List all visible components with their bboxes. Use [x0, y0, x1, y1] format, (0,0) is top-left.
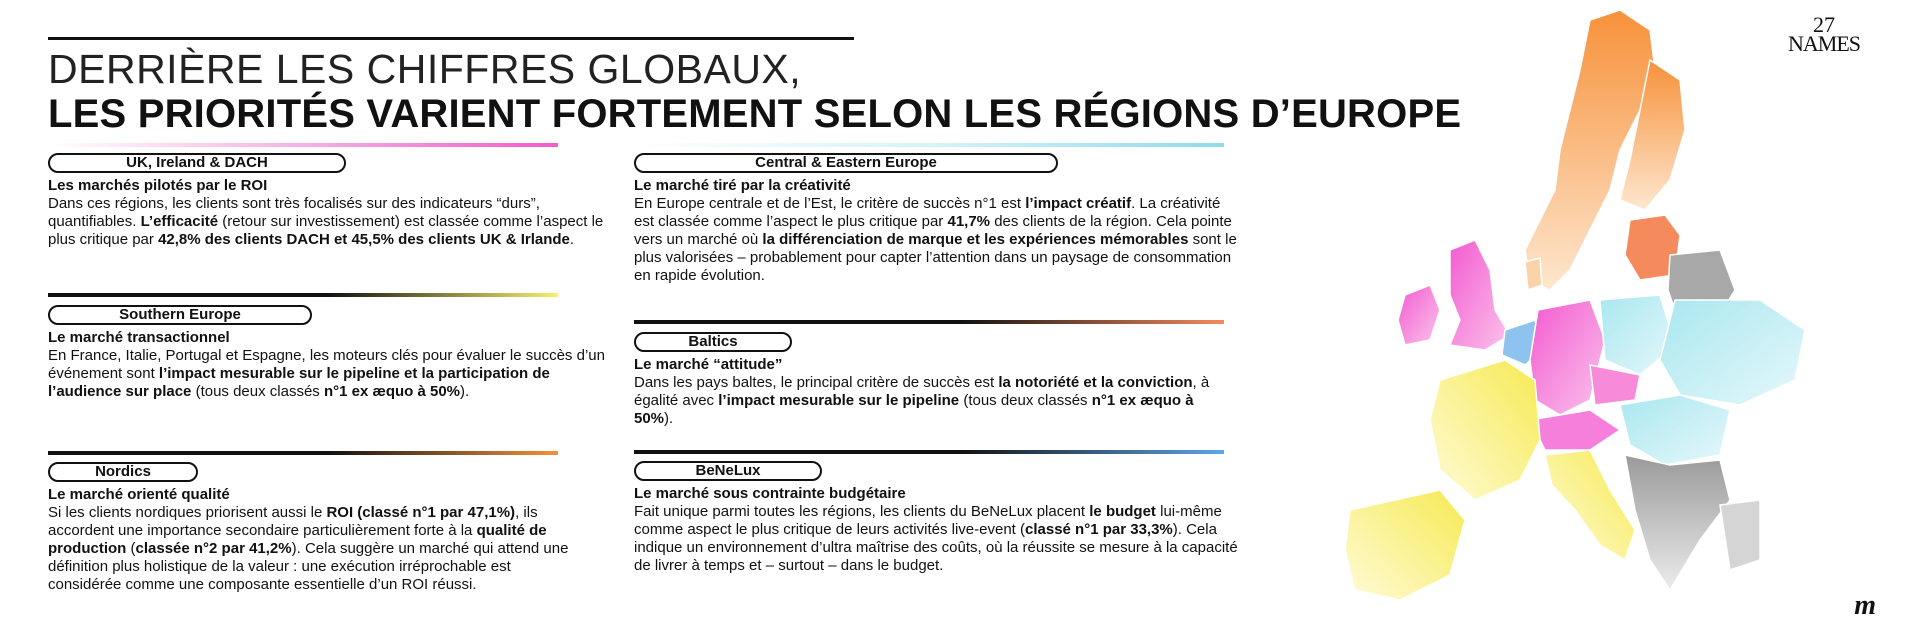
map-region-uk — [1450, 240, 1510, 350]
card-central-eastern-europe — [634, 153, 1244, 285]
card-uk-dach — [48, 153, 608, 249]
region-pill: Central & Eastern Europe — [634, 153, 1058, 173]
region-body: En Europe centrale et de l’Est, le critère de succès n°1 est l’impact créatif. La créativité est classée comme l’aspect le plus critique par 41,7% des clients de la région. Cela pointe vers un marché où la différenciation de marque et les expériences mémorables sont le plus valorisées – probablement pour capter l’attention dans un paysage de consommation en rapide évolution. — [634, 195, 1237, 284]
region-body: Dans les pays baltes, le principal critère de succès est la notoriété et la conviction, à égalité avec l’impact mesurable sur le pipeline (tous deux classés n°1 ex æquo à 50%). — [634, 374, 1210, 427]
title-underline — [48, 143, 558, 147]
page-title-line2: LES PRIORITÉS VARIENT FORTEMENT SELON LES RÉGIONS D’EUROPE — [48, 92, 1462, 136]
region-body: En France, Italie, Portugal et Espagne, les moteurs clés pour évaluer le succès d’un événement sont l’impact mesurable sur le pipeline et la participation de l’audience sur place (tous deux classés n°1 ex æquo à 50%). — [48, 347, 605, 400]
map-region-austria-switz — [1530, 410, 1620, 450]
map-region-ukraine — [1660, 300, 1805, 405]
region-pill: Nordics — [48, 462, 198, 482]
card-benelux — [634, 461, 1254, 575]
map-region-balkans — [1625, 455, 1730, 590]
map-region-ireland — [1398, 285, 1440, 345]
region-subtitle: Le marché “attitude” — [634, 356, 783, 373]
map-region-france — [1430, 360, 1540, 500]
region-subtitle: Le marché transactionnel — [48, 329, 230, 346]
divider-baltics — [634, 450, 1224, 454]
region-pill: BeNeLux — [634, 461, 822, 481]
region-body: Dans ces régions, les clients sont très focalisés sur des indicateurs “durs”, quantifiables. L’efficacité (retour sur investissement) est classée comme l’aspect le plus critique par 42,8% des clients DACH et 45,5% des clients UK & Irlande. — [48, 195, 604, 248]
map-region-italy — [1545, 450, 1635, 560]
brand-mark: m — [1854, 590, 1876, 621]
region-body: Fait unique parmi toutes les régions, les clients du BeNeLux placent le budget lui-même comme aspect le plus critique de leurs activités live-event (classé n°1 par 33,3%). Cela indique un environnement d’ultra maîtrise des coûts, où la réussite se mesure à la capacité de livrer à temps et – surtout – dans le budget. — [634, 503, 1238, 574]
card-baltics — [634, 332, 1234, 428]
map-region-hungary-romania — [1620, 395, 1730, 465]
europe-map — [1290, 0, 1900, 640]
card-nordics — [48, 462, 588, 594]
region-body: Si les clients nordiques priorisent aussi le ROI (classé n°1 par 47,1%), ils accordent une importance secondaire particulièrement forte à la qualité de production (classée n°2 par 41,2%). Cela suggère un marché qui attend une définition plus holistique de la valeur : une exécution irréprochable est considérée comme une composante essentielle d’un ROI réussi. — [48, 504, 569, 593]
region-pill: UK, Ireland & DACH — [48, 153, 346, 173]
region-subtitle: Le marché tiré par la créativité — [634, 177, 851, 194]
map-region-iberia — [1345, 490, 1465, 600]
title-underline-right — [634, 143, 1224, 147]
top-rule — [48, 37, 854, 40]
logo-number: 27 — [1812, 12, 1835, 37]
map-region-turkey-edge — [1720, 500, 1760, 570]
region-pill: Baltics — [634, 332, 792, 352]
region-subtitle: Le marché orienté qualité — [48, 486, 230, 503]
map-region-denmark — [1525, 258, 1542, 290]
logo-word: NAMES — [1787, 31, 1860, 56]
divider-south — [48, 451, 558, 455]
region-subtitle: Les marchés pilotés par le ROI — [48, 177, 268, 194]
region-subtitle: Le marché sous contrainte budgétaire — [634, 485, 906, 502]
page-title-line1: DERRIÈRE LES CHIFFRES GLOBAUX, — [48, 46, 802, 92]
region-pill: Southern Europe — [48, 305, 312, 325]
divider-uk — [48, 293, 558, 297]
card-southern-europe — [48, 305, 608, 401]
divider-cee — [634, 320, 1224, 324]
